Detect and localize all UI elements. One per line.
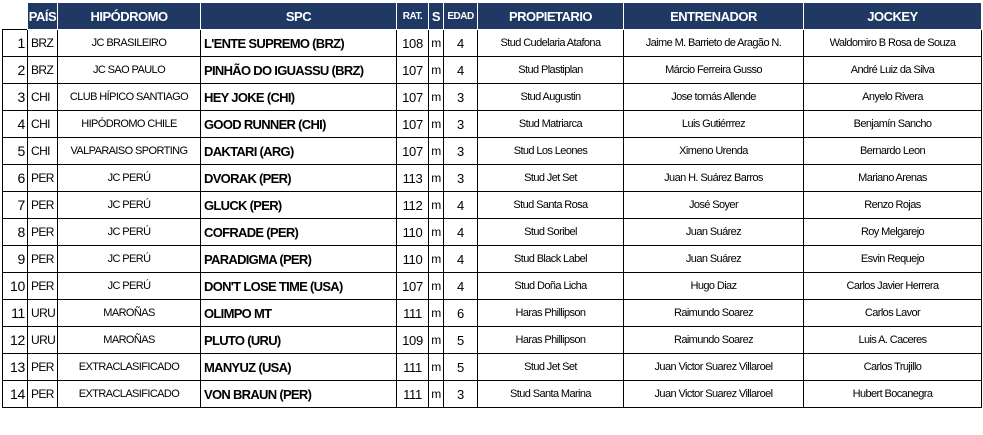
- cell-hipodromo: EXTRACLASIFICADO: [58, 354, 201, 381]
- cell-entrenador: Juan Suárez: [624, 219, 804, 246]
- cell-rat: 111: [397, 381, 429, 408]
- cell-propietario: Stud Jet Set: [478, 354, 624, 381]
- cell-jockey: Hubert Bocanegra: [804, 381, 982, 408]
- cell-pais: PER: [28, 165, 58, 192]
- cell-rat: 107: [397, 111, 429, 138]
- cell-edad: 4: [444, 246, 478, 273]
- cell-hipodromo: JC PERÚ: [58, 165, 201, 192]
- cell-edad: 3: [444, 165, 478, 192]
- cell-jockey: Waldomiro B Rosa de Souza: [804, 30, 982, 57]
- cell-hipodromo: JC BRASILEIRO: [58, 30, 201, 57]
- cell-jockey: Mariano Arenas: [804, 165, 982, 192]
- cell-entrenador: Raimundo Soarez: [624, 300, 804, 327]
- cell-spc: DAKTARI (ARG): [201, 138, 397, 165]
- header-index: [3, 3, 28, 30]
- cell-jockey: Luis A. Caceres: [804, 327, 982, 354]
- table-row: [3, 273, 982, 300]
- cell-jockey: Benjamín Sancho: [804, 111, 982, 138]
- cell-rat: 111: [397, 300, 429, 327]
- table-row: [3, 84, 982, 111]
- cell-spc: PARADIGMA (PER): [201, 246, 397, 273]
- cell-rat: 108: [397, 30, 429, 57]
- cell-pais: PER: [28, 219, 58, 246]
- cell-propietario: Stud Jet Set: [478, 165, 624, 192]
- cell-s: m: [429, 138, 444, 165]
- table-row: [3, 111, 982, 138]
- cell-jockey: Carlos Javier Herrera: [804, 273, 982, 300]
- cell-rat: 107: [397, 273, 429, 300]
- cell-hipodromo: MAROÑAS: [58, 300, 201, 327]
- row-number: 10: [3, 273, 28, 300]
- cell-edad: 3: [444, 111, 478, 138]
- cell-spc: PLUTO (URU): [201, 327, 397, 354]
- table-row: [3, 219, 982, 246]
- header-edad: EDAD: [444, 3, 478, 30]
- header-row: [3, 3, 982, 30]
- table-row: [3, 165, 982, 192]
- cell-edad: 4: [444, 57, 478, 84]
- cell-pais: PER: [28, 192, 58, 219]
- cell-entrenador: Juan Suárez: [624, 246, 804, 273]
- cell-edad: 5: [444, 327, 478, 354]
- cell-propietario: Stud Cudelaria Atafona: [478, 30, 624, 57]
- header-jockey: JOCKEY: [804, 3, 982, 30]
- row-number: 8: [3, 219, 28, 246]
- cell-edad: 3: [444, 138, 478, 165]
- cell-hipodromo: CLUB HÍPICO SANTIAGO: [58, 84, 201, 111]
- table-row: [3, 354, 982, 381]
- cell-rat: 109: [397, 327, 429, 354]
- cell-hipodromo: EXTRACLASIFICADO: [58, 381, 201, 408]
- cell-s: m: [429, 219, 444, 246]
- cell-propietario: Stud Plastiplan: [478, 57, 624, 84]
- cell-entrenador: José Soyer: [624, 192, 804, 219]
- row-number: 5: [3, 138, 28, 165]
- cell-edad: 3: [444, 84, 478, 111]
- cell-rat: 112: [397, 192, 429, 219]
- table-body: [3, 30, 982, 408]
- cell-entrenador: Jose tomás Allende: [624, 84, 804, 111]
- cell-entrenador: Juan Victor Suarez Villaroel: [624, 354, 804, 381]
- cell-rat: 107: [397, 84, 429, 111]
- cell-jockey: Renzo Rojas: [804, 192, 982, 219]
- row-number: 7: [3, 192, 28, 219]
- header-entrenador: ENTRENADOR: [624, 3, 804, 30]
- cell-propietario: Haras Phillipson: [478, 327, 624, 354]
- cell-s: m: [429, 165, 444, 192]
- cell-s: m: [429, 273, 444, 300]
- cell-rat: 113: [397, 165, 429, 192]
- cell-spc: GOOD RUNNER (CHI): [201, 111, 397, 138]
- cell-entrenador: Raimundo Soarez: [624, 327, 804, 354]
- table-row: [3, 138, 982, 165]
- cell-hipodromo: JC PERÚ: [58, 273, 201, 300]
- cell-hipodromo: JC PERÚ: [58, 219, 201, 246]
- cell-propietario: Stud Santa Marina: [478, 381, 624, 408]
- cell-pais: PER: [28, 381, 58, 408]
- cell-jockey: Anyelo Rivera: [804, 84, 982, 111]
- cell-hipodromo: HIPÓDROMO CHILE: [58, 111, 201, 138]
- cell-spc: VON BRAUN (PER): [201, 381, 397, 408]
- cell-propietario: Stud Doña Licha: [478, 273, 624, 300]
- cell-s: m: [429, 327, 444, 354]
- cell-pais: URU: [28, 327, 58, 354]
- cell-spc: HEY JOKE (CHI): [201, 84, 397, 111]
- table-row: [3, 30, 982, 57]
- header-spc: SPC: [201, 3, 397, 30]
- cell-s: m: [429, 30, 444, 57]
- cell-spc: COFRADE (PER): [201, 219, 397, 246]
- row-number: 4: [3, 111, 28, 138]
- cell-pais: CHI: [28, 138, 58, 165]
- header-s: S: [429, 3, 444, 30]
- cell-hipodromo: JC SAO PAULO: [58, 57, 201, 84]
- row-number: 1: [3, 30, 28, 57]
- cell-jockey: Carlos Trujillo: [804, 354, 982, 381]
- cell-edad: 6: [444, 300, 478, 327]
- table-row: [3, 192, 982, 219]
- table-row: [3, 246, 982, 273]
- cell-propietario: Stud Augustin: [478, 84, 624, 111]
- cell-s: m: [429, 111, 444, 138]
- table-row: [3, 381, 982, 408]
- cell-entrenador: Ximeno Urenda: [624, 138, 804, 165]
- row-number: 12: [3, 327, 28, 354]
- cell-pais: PER: [28, 246, 58, 273]
- cell-jockey: Roy Melgarejo: [804, 219, 982, 246]
- cell-edad: 4: [444, 219, 478, 246]
- cell-rat: 111: [397, 354, 429, 381]
- cell-entrenador: Juan H. Suárez Barros: [624, 165, 804, 192]
- header-pais: PAÍS: [28, 3, 58, 30]
- cell-pais: BRZ: [28, 30, 58, 57]
- cell-pais: BRZ: [28, 57, 58, 84]
- cell-pais: URU: [28, 300, 58, 327]
- cell-jockey: Bernardo Leon: [804, 138, 982, 165]
- cell-rat: 110: [397, 219, 429, 246]
- row-number: 6: [3, 165, 28, 192]
- cell-propietario: Haras Phillipson: [478, 300, 624, 327]
- cell-s: m: [429, 381, 444, 408]
- cell-edad: 4: [444, 192, 478, 219]
- cell-propietario: Stud Soribel: [478, 219, 624, 246]
- cell-rat: 107: [397, 57, 429, 84]
- cell-hipodromo: MAROÑAS: [58, 327, 201, 354]
- header-propietario: PROPIETARIO: [478, 3, 624, 30]
- cell-rat: 107: [397, 138, 429, 165]
- cell-propietario: Stud Black Label: [478, 246, 624, 273]
- cell-s: m: [429, 84, 444, 111]
- cell-hipodromo: VALPARAISO SPORTING: [58, 138, 201, 165]
- row-number: 3: [3, 84, 28, 111]
- cell-pais: CHI: [28, 84, 58, 111]
- cell-s: m: [429, 192, 444, 219]
- row-number: 14: [3, 381, 28, 408]
- cell-propietario: Stud Santa Rosa: [478, 192, 624, 219]
- cell-spc: PINHÃO DO IGUASSU (BRZ): [201, 57, 397, 84]
- cell-jockey: Carlos Lavor: [804, 300, 982, 327]
- row-number: 2: [3, 57, 28, 84]
- cell-pais: PER: [28, 273, 58, 300]
- cell-propietario: Stud Los Leones: [478, 138, 624, 165]
- ranking-table: [2, 2, 982, 408]
- cell-entrenador: Juan Victor Suarez Villaroel: [624, 381, 804, 408]
- header-hipodromo: HIPÓDROMO: [58, 3, 201, 30]
- cell-s: m: [429, 57, 444, 84]
- cell-spc: DVORAK (PER): [201, 165, 397, 192]
- cell-pais: PER: [28, 354, 58, 381]
- cell-propietario: Stud Matriarca: [478, 111, 624, 138]
- cell-spc: OLIMPO MT: [201, 300, 397, 327]
- cell-s: m: [429, 246, 444, 273]
- header-rat: RAT.: [397, 3, 429, 30]
- cell-edad: 4: [444, 273, 478, 300]
- cell-spc: MANYUZ (USA): [201, 354, 397, 381]
- table-row: [3, 57, 982, 84]
- row-number: 13: [3, 354, 28, 381]
- table-row: [3, 327, 982, 354]
- cell-s: m: [429, 300, 444, 327]
- cell-rat: 110: [397, 246, 429, 273]
- cell-spc: GLUCK (PER): [201, 192, 397, 219]
- cell-entrenador: Jaime M. Barrieto de Aragão N.: [624, 30, 804, 57]
- cell-spc: L'ENTE SUPREMO (BRZ): [201, 30, 397, 57]
- cell-pais: CHI: [28, 111, 58, 138]
- row-number: 11: [3, 300, 28, 327]
- cell-entrenador: Márcio Ferreira Gusso: [624, 57, 804, 84]
- table-row: [3, 300, 982, 327]
- cell-edad: 4: [444, 30, 478, 57]
- cell-jockey: André Luiz da Silva: [804, 57, 982, 84]
- cell-spc: DON'T LOSE TIME (USA): [201, 273, 397, 300]
- cell-jockey: Esvin Requejo: [804, 246, 982, 273]
- row-number: 9: [3, 246, 28, 273]
- cell-edad: 3: [444, 381, 478, 408]
- cell-entrenador: Luis Gutiérrrez: [624, 111, 804, 138]
- cell-edad: 5: [444, 354, 478, 381]
- cell-s: m: [429, 354, 444, 381]
- cell-hipodromo: JC PERÚ: [58, 246, 201, 273]
- cell-entrenador: Hugo Diaz: [624, 273, 804, 300]
- cell-hipodromo: JC PERÚ: [58, 192, 201, 219]
